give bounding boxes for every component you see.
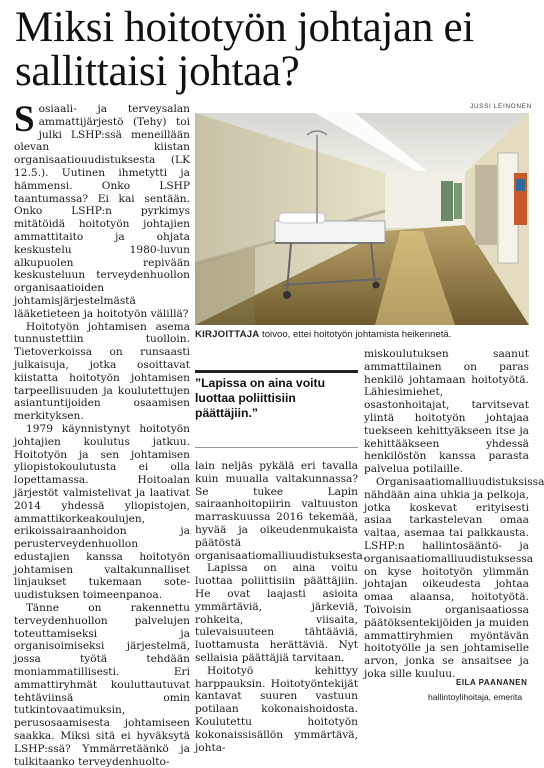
pull-quote-divider (195, 447, 358, 448)
article-column-2 (195, 460, 367, 754)
paragraph: osiaali- ja terveysalan ammattijärjestö (Tehy) toi julki LSHP:ssä meneillään olevan kiistan organisaatiouudistuksesta (LK 12.5.). Uutinen ihmetytti ja hämmensi. Onko LSHP taantumassa? Ei kai sentään. Onko LSHP:n pyrkimys mitätöidä hoitotyön johtajien ammattitaito ja ohjata keskustelu 1980-luvun alkupuolen repivään keskusteluun terveydenhuollon organisaatioiden johtamisjärjestelmästä lääketieteen ja hoitotyön välillä? (14, 103, 190, 320)
paragraph: Hoitotyö kehittyy harppauksin. Hoitotyöntekijät kantavat suuren vastuun potilaan kokonaishoidosta. Koulutettu hoitotyön kokonaissisällön ymmärtävä, johta- (195, 664, 358, 754)
paragraph: miskoulutuksen saanut ammattilainen on paras henkilö johtamaan hoitotyötä. Lähiesimiehet, osastonhoitajat, tarvitsevat ylintä hoitotyön johtajaa tuekseen kehittyäkseen itse ja kehittääkseen yhdessä henkilöstön kanssa parasta palvelua potilaille. (364, 348, 529, 476)
photo-credit: JUSSI LEINONEN (470, 103, 532, 110)
drop-cap: S (14, 99, 35, 140)
paragraph: Tänne on rakennettu terveydenhuollon palvelujen toteuttamiseksi ja organisoimiseksi järjestelmä, jossa työtä tehdään moniammatillisesti. Eri ammattiryhmät kouluttautuvat tehtäviinsä omin tutkintovaatimuksin, perusosaamisesta johtamiseen saakka. Miksi sitä ei hyväksytä LSHP:ssä? Ymmärretäänkö ja tulkitaanko terveydenhuolto- (14, 602, 190, 768)
caption-lead: KIRJOITTAJA (195, 329, 260, 340)
photo-caption (195, 329, 529, 341)
article-column-1 (14, 99, 190, 768)
article-column-3 (364, 348, 544, 680)
headline: Miksi hoitotyön johtajan ei sallittaisi johtaa? (15, 4, 474, 95)
paragraph: Lapissa on aina voitu luottaa poliittisiin päättäjiin. He ovat laajasti asioita ymmärtäviä, järkeviä, rohkeita, viisaita, tulevaisuuteen tähtääviä, luottamusta herättäviä. Nyt sellaisia päättäjiä tarvitaan. (195, 562, 358, 664)
paragraph: Organisaatiomalliuudistuksissa nähdään aina uhkia ja pelkoja, jotka koskevat erityisesti asiaa tarkastelevan omaa valtaa, asemaa tai palkkausta. LSHP:n hallintosääntö- ja organisaatiomalliuudistuksessa on kyse hoitotyön ylimmän johtajan oikeudesta johtaa omaa alaansa, hoitotyötä. Toivoisin organisaatiossa päätöksentekijöiden ja muiden ammattiryhmien myöntävän hoitotyölle ja sen johtamiselle arvon, jonka se ansaitsee ja joka sille kuuluu. (364, 475, 544, 680)
pull-quote: ”Lapissa on aina voitu luottaa poliittisiin päättäjiin.” (195, 370, 358, 421)
paragraph: 1979 käynnistynyt hoitotyön johtajien koulutus jatkuu. Hoitotyön ja sen johtamisen yliopistokoulutusta ei olla lopettamassa. Hoitoalan järjestöt valmistelivat ja laativat 2014 yhdessä yliopistojen, ammattikorkeakoulujen, erikoissairaanhoidon ja perusterveydenhuollon edustajien kanssa hoitotyön johtamisen valtakunnalliset linjaukset tukemaan sote-uudistuksen toimeenpanoa. (14, 422, 190, 602)
paragraph: lain neljäs pykälä eri tavalla kuin muualla valtakunnassa? Se tukee Lapin sairaanhoitopiirin valtuuston marraskuussa 2016 tekemää, hyvää ja oikeudenmukaista päätöstä organisaatiomalliuudistuksesta. (195, 460, 367, 562)
paragraph: Hoitotyön johtamisen asema tunnustettiin tuolloin. Tietoverkoissa on runsaasti julkaisuja, jotka osoittavat kiistatta hoitotyön johtamisen tarpeellisuuden ja koulutettujen asiantuntijoiden osaamisen merkityksen. (14, 320, 190, 423)
author-name: EILA PAANANEN (456, 678, 528, 687)
hospital-corridor-photo (195, 113, 529, 325)
caption-text: toivoo, ettei hoitotyön johtamista heikennetä. (259, 329, 452, 340)
author-title: hallintoylihoitaja, emerita (428, 692, 523, 702)
